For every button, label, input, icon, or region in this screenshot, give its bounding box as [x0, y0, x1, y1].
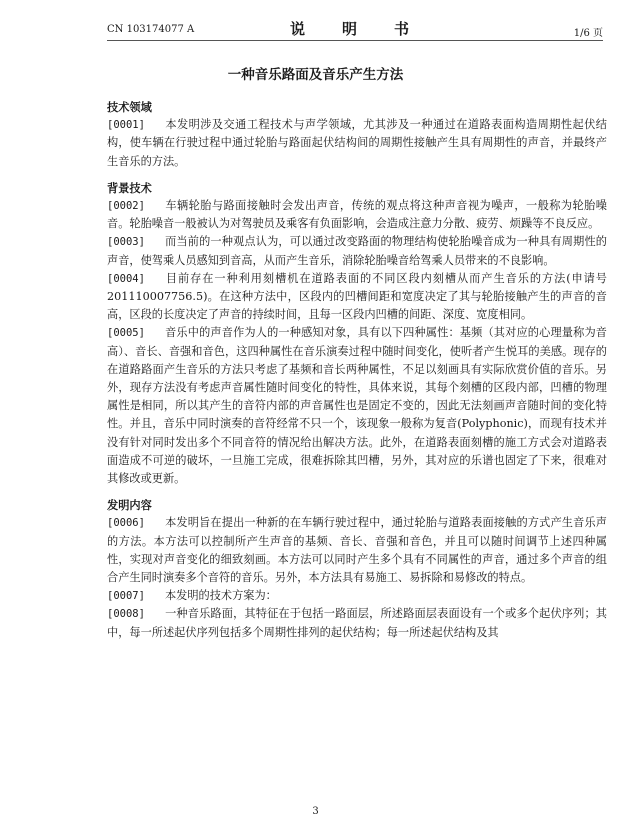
section-heading: 发明内容: [107, 498, 152, 513]
paragraph: [107, 116, 607, 171]
paragraph-number: [0001]: [107, 119, 145, 132]
paragraph-text: 本发明旨在提出一种新的在车辆行驶过程中，通过轮胎与道路表面接触的方式产生音乐声的方法。本方法可以控制所产生声音的基频、音长、音强和音色，并且可以随时间调节上述四种属性，实现对声音变化的细致刻画。本方法可以同时产生多个具有不同属性的声音，通过多个声音的组合产生同时演奏多个音符的音乐。另外，本方法具有易施工、易拆除和易修改的特点。: [107, 516, 607, 585]
paragraph: [107, 324, 607, 488]
paragraph-number: [0008]: [107, 608, 145, 621]
paragraph-text: 而当前的一种观点认为，可以通过改变路面的物理结构使轮胎噪音成为一种具有周期性的声音，使驾乘人员感知到音高，从而产生音乐，消除轮胎噪音给驾乘人员带来的不良影响。: [107, 235, 607, 267]
document-body: [107, 98, 607, 641]
paragraph: [107, 514, 607, 587]
document-type: 说 明 书: [289, 20, 420, 38]
paragraph-number: [0006]: [107, 517, 145, 530]
paragraph: [107, 605, 607, 641]
page-of: 1/6 页: [573, 28, 603, 39]
section-heading: 背景技术: [107, 180, 152, 195]
paragraph: [107, 587, 607, 605]
paragraph-number: [0004]: [107, 272, 145, 285]
paragraph-text: 本发明的技术方案为：: [164, 589, 277, 603]
page-header: [107, 18, 603, 38]
patent-number: CN 103174077 A: [107, 24, 195, 35]
paragraph-text: 目前存在一种利用刻槽机在道路表面的不同区段内刻槽从而产生音乐的方法(申请号 201110007756.5)。在这种方法中，区段内的凹槽间距和宽度决定了其与轮胎接触产生的声音的音高，区段的长度决定了声音的持续时间，且每一区段内凹槽的间距、深度、宽度相同。: [107, 271, 607, 322]
paragraph-text: 本发明涉及交通工程技术与声学领域，尤其涉及一种通过在道路表面构造周期性起伏结构，使车辆在行驶过程中通过轮胎与路面起伏结构间的周期性接触产生具有周期性的声音，并最终产生音乐的方法。: [107, 118, 607, 168]
section-heading: 技术领域: [107, 100, 152, 114]
paragraph-number: [0003]: [107, 236, 145, 249]
header-rule: [107, 40, 603, 41]
paragraph-number: [0005]: [107, 327, 145, 340]
page-number: 3: [312, 806, 319, 817]
paragraph-text: 一种音乐路面，其特征在于包括一路面层，所述路面层表面设有一个或多个起伏序列；其中，每一所述起伏序列包括多个周期性排列的起伏结构；每一所述起伏结构及其: [107, 607, 607, 639]
paragraph-number: [0002]: [107, 200, 145, 213]
paragraph: [107, 233, 607, 269]
paragraph-text: 音乐中的声音作为人的一种感知对象，具有以下四种属性：基频（其对应的心理量称为音高）、音长、音强和音色，这四种属性在音乐演奏过程中随时间变化，使听者产生悦耳的美感。现存的在道路路面产生音乐的方法只考虑了基频和音长两种属性，不足以刻画具有实际欣赏价值的音乐。另外，现存方法没有考虑声音属性随时间变化的特性，具体来说，其每个刻槽的区段内部，凹槽的物理属性是相同，所以其产生的音符内部的声音属性也是固定不变的，因此无法刻画声音随时间的变化特性。并且，音乐中同时演奏的音符经常不只一个，该现象一般称为复音(Polyphonic)，而现有技术并没有针对同时发出多个不同音符的情况给出解决方法。此外，在道路表面刻槽的施工方式会对道路表面造成不可逆的破坏，一旦施工完成，很难拆除其凹槽，另外，其对应的乐谱也固定了下来，很难对其修改或更新。: [107, 326, 607, 486]
document-title: 一种音乐路面及音乐产生方法: [227, 67, 404, 83]
paragraph-text: 车辆轮胎与路面接触时会发出声音，传统的观点将这种声音视为噪声，一般称为轮胎噪音。轮胎噪音一般被认为对驾驶员及乘客有负面影响，会造成注意力分散、疲劳、烦躁等不良反应。: [107, 199, 607, 231]
paragraph: [107, 197, 607, 233]
paragraph-number: [0007]: [107, 590, 145, 603]
paragraph: [107, 270, 607, 325]
